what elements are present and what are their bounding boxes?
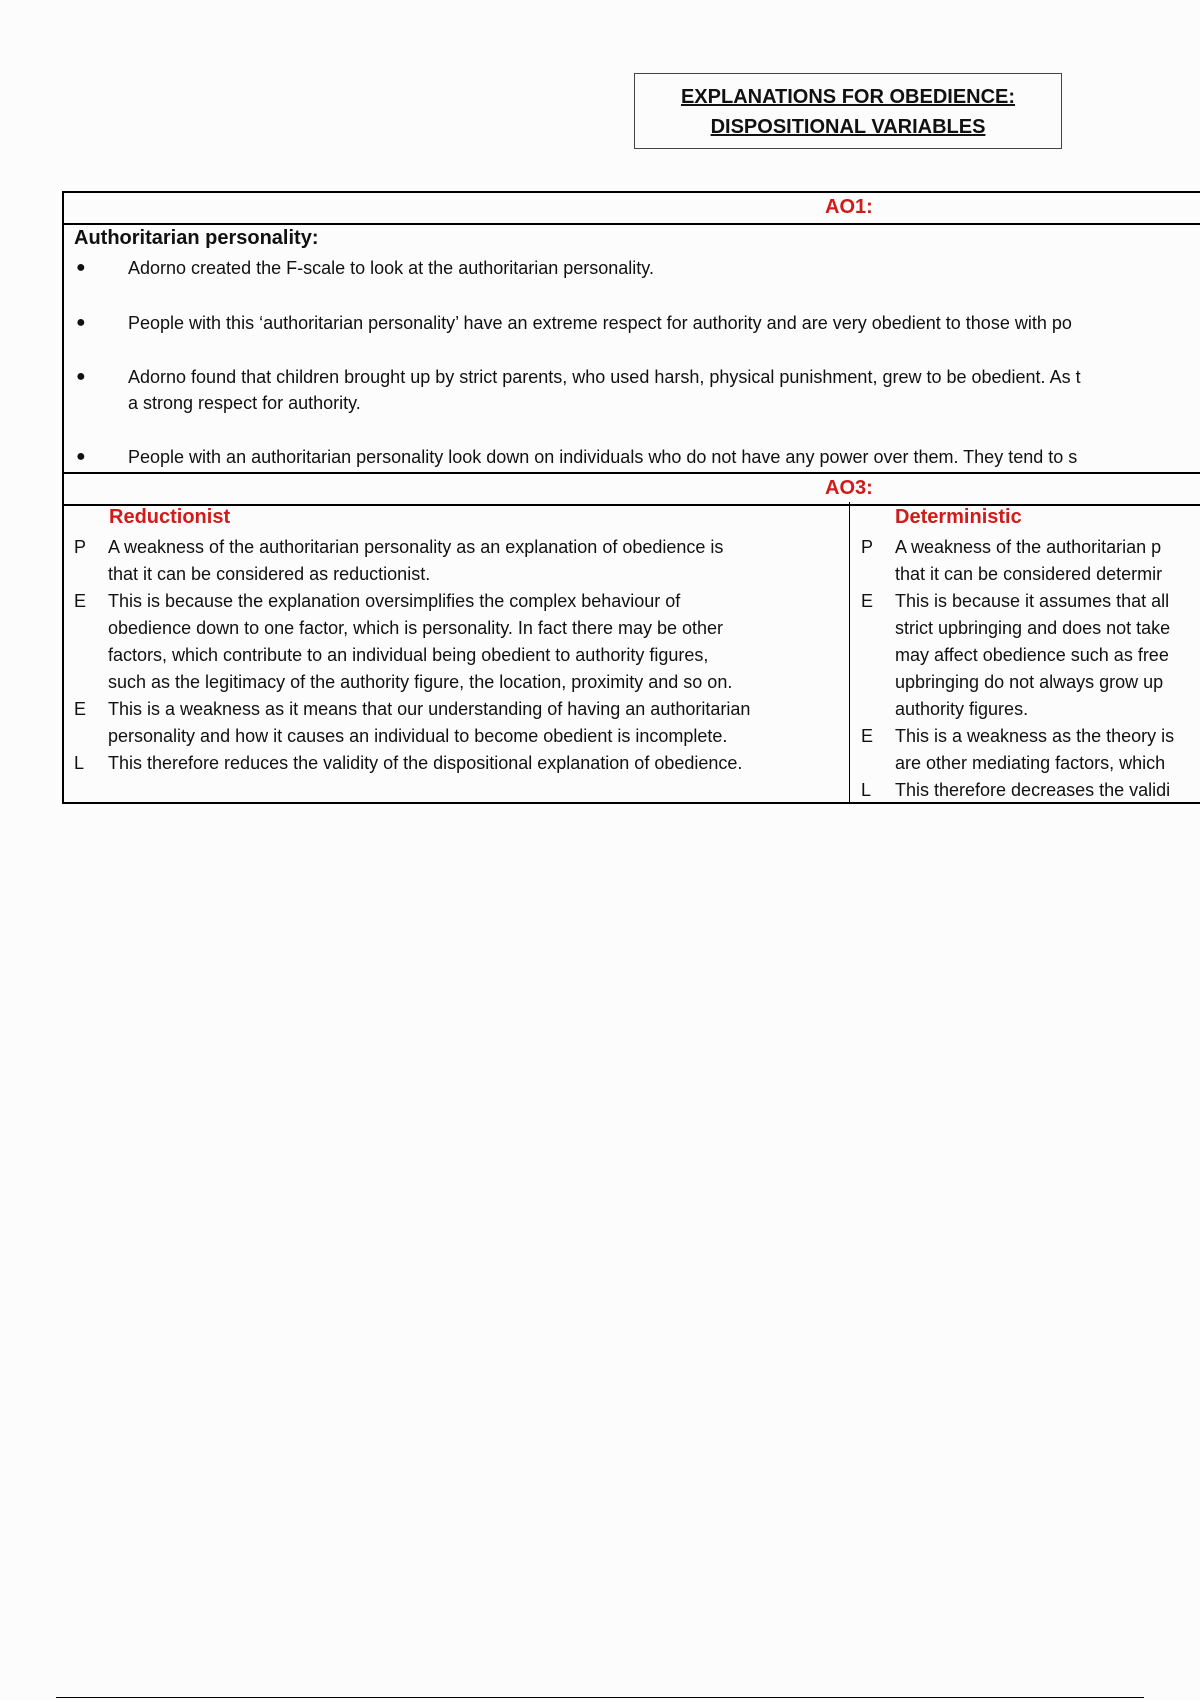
- ao1-header-label: AO1:: [825, 196, 873, 218]
- ao1-header: [64, 193, 1200, 225]
- row-line: authority figures.: [895, 699, 1029, 719]
- row-line: A weakness of the authoritarian p: [895, 537, 1162, 557]
- row-line: personality and how it causes an individual to become obedient is incomplete.: [108, 726, 728, 746]
- row-line: are other mediating factors, which: [895, 753, 1166, 773]
- row-line: This is because the explanation oversimplifies the complex behaviour of: [108, 591, 681, 611]
- content-table: [62, 191, 1200, 804]
- row-letter: P: [861, 537, 874, 557]
- row-line: strict upbringing and does not take: [895, 618, 1171, 638]
- bullet-line: People with an authoritarian personality look down on individuals who do not have any power over them. They tend to s: [128, 447, 1078, 467]
- row-line: obedience down to one factor, which is personality. In fact there may be other: [108, 618, 724, 638]
- bullet-line: Adorno found that children brought up by strict parents, who used harsh, physical punishment, grew to be obedient. As t: [128, 367, 1081, 387]
- row-line: upbringing do not always grow up: [895, 672, 1164, 692]
- row-line: This is a weakness as the theory is: [895, 726, 1175, 746]
- row-line: factors, which contribute to an individual being obedient to authority figures,: [108, 645, 709, 665]
- title-line-1: EXPLANATIONS FOR OBEDIENCE:: [680, 86, 1016, 108]
- bullet-line: a strong respect for authority.: [128, 393, 361, 413]
- ao3-header: [64, 472, 1200, 506]
- row-line: This therefore reduces the validity of the dispositional explanation of obedience.: [108, 753, 743, 773]
- row-letter: E: [74, 591, 87, 611]
- bullet-line: Adorno created the F-scale to look at the authoritarian personality.: [128, 258, 654, 278]
- row-line: A weakness of the authoritarian personality as an explanation of obedience is: [108, 537, 724, 557]
- bullet-dot-icon: ●: [76, 259, 86, 276]
- document-title-box: [634, 73, 1062, 149]
- page-footer-rule: [56, 1697, 1144, 1698]
- row-letter: P: [74, 537, 87, 557]
- row-letter: E: [74, 699, 87, 719]
- row-letter: L: [74, 753, 85, 773]
- row-letter: L: [861, 780, 872, 800]
- reductionist-heading: Reductionist: [109, 506, 231, 528]
- title-line-2: DISPOSITIONAL VARIABLES: [710, 116, 986, 138]
- bullet-dot-icon: ●: [76, 368, 86, 385]
- column-divider: [849, 502, 850, 802]
- row-line: This is a weakness as it means that our understanding of having an authoritarian: [108, 699, 751, 719]
- ao3-header-label: AO3:: [825, 477, 873, 499]
- bullet-dot-icon: ●: [76, 448, 86, 465]
- ao1-subtitle: Authoritarian personality:: [74, 227, 319, 249]
- row-line: This therefore decreases the validi: [895, 780, 1171, 800]
- row-line: such as the legitimacy of the authority figure, the location, proximity and so on.: [108, 672, 733, 692]
- row-line: This is because it assumes that all: [895, 591, 1170, 611]
- row-line: that it can be considered as reductionist.: [108, 564, 431, 584]
- deterministic-heading: Deterministic: [895, 506, 1022, 528]
- bullet-dot-icon: ●: [76, 314, 86, 331]
- row-letter: E: [861, 591, 874, 611]
- row-line: may affect obedience such as free: [895, 645, 1169, 665]
- row-line: that it can be considered determir: [895, 564, 1163, 584]
- row-letter: E: [861, 726, 874, 746]
- bullet-line: People with this ‘authoritarian personality’ have an extreme respect for authority and are very obedient to those with po: [128, 313, 1072, 333]
